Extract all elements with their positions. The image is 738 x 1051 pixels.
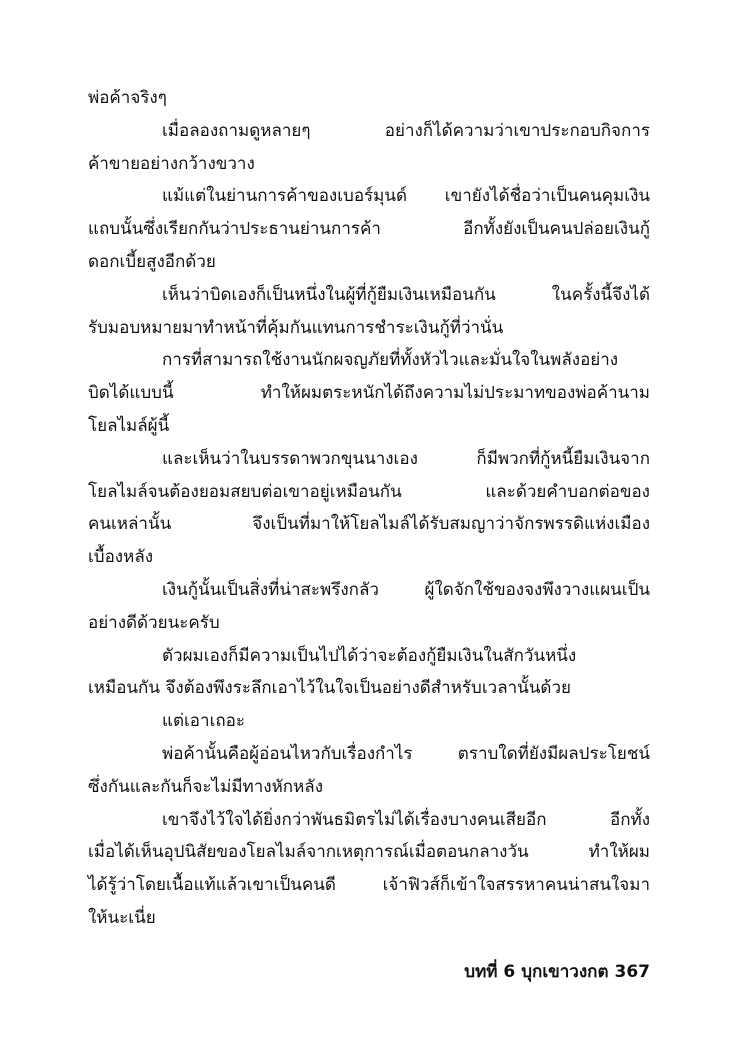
text-line: เงินกู้นั้นเป็นสิ่งที่น่าสะพรึงกลัว ผู้ใดจักใช้ของจงพึงวางแผนเป็น (162, 579, 650, 600)
text-line: การที่สามารถใช้งานนักผจญภัยที่ทั้งหัวไวและมั่นใจในพลังอย่าง (162, 350, 619, 371)
text-line: ให้นะเนี่ย (88, 907, 156, 928)
text-line: เมื่อได้เห็นอุปนิสัยของโยลไมล์จากเหตุการณ์เมื่อตอนกลางวัน ทำให้ผม (88, 842, 650, 863)
text-line: แถบนั้นซึ่งเรียกกันว่าประธานย่านการค้า อีกทั้งยังเป็นคนปล่อยเงินกู้ (88, 219, 650, 240)
text-line: เบื้องหลัง (88, 547, 154, 568)
text-line: รับมอบหมายมาทำหน้าที่คุ้มกันแทนการชำระเงินกู้ที่ว่านั่น (88, 317, 504, 338)
text-line: พ่อค้าจริงๆ (88, 88, 167, 108)
text-line: บิดได้แบบนี้ ทำให้ผมตระหนักได้ถึงความไม่ประมาทของพ่อค้านาม (88, 383, 650, 404)
text-line: พ่อค้านั้นคือผู้อ่อนไหวกับเรื่องกำไร ตราบใดที่ยังมีผลประโยชน์ (162, 743, 650, 764)
text-line: ได้รู้ว่าโดยเนื้อแท้แล้วเขาเป็นคนดี เจ้าฟิวส์ก็เข้าใจสรรหาคนน่าสนใจมา (88, 875, 650, 896)
text-line: แต่เอาเถอะ (162, 711, 246, 732)
text-line: โยลไมล์จนต้องยอมสยบต่อเขาอยู่เหมือนกัน และด้วยคำบอกต่อของ (88, 481, 650, 502)
text-line: ดอกเบี้ยสูงอีกด้วย (88, 251, 216, 272)
text-line: แม้แต่ในย่านการค้าของเบอร์มุนด์ เขายังได้ชื่อว่าเป็นคนคุมเงิน (162, 186, 650, 207)
text-line: ซึ่งกันและกันก็จะไม่มีทางหักหลัง (88, 776, 323, 797)
page-footer (458, 960, 650, 984)
text-line: เมื่อลองถามดูหลายๆ อย่างก็ได้ความว่าเขาประกอบกิจการ (162, 120, 650, 141)
text-line: เห็นว่าบิดเองก็เป็นหนึ่งในผู้ที่กู้ยืมเงินเหมือนกัน ในครั้งนี้จึงได้ (162, 284, 650, 305)
text-line: เขาจึงไว้ใจได้ยิ่งกว่าพันธมิตรไม่ได้เรื่องบางคนเสียอีก อีกทั้ง (162, 809, 650, 830)
text-line: เหมือนกัน จึงต้องพึงระลึกเอาไว้ในใจเป็นอย่างดีสำหรับเวลานั้นด้วย (88, 678, 571, 699)
text-line: ตัวผมเองก็มีความเป็นไปได้ว่าจะต้องกู้ยืมเงินในสักวันหนึ่ง (162, 645, 577, 666)
footer-page-number: 367 (614, 962, 650, 982)
text-line: และเห็นว่าในบรรดาพวกขุนนางเอง ก็มีพวกที่กู้หนี้ยืมเงินจาก (162, 448, 650, 469)
text-line: อย่างดีด้วยนะครับ (88, 612, 220, 633)
text-line: คนเหล่านั้น จึงเป็นที่มาให้โยลไมล์ได้รับสมญาว่าจักรพรรดิแห่งเมือง (88, 514, 650, 535)
footer-title: บุกเขาวงกต (521, 962, 609, 982)
text-line: ค้าขายอย่างกว้างขวาง (88, 153, 255, 174)
body-text (88, 82, 650, 935)
text-line: โยลไมล์ผู้นี้ (88, 415, 170, 436)
footer-chapter: บทที่ 6 (464, 962, 516, 982)
